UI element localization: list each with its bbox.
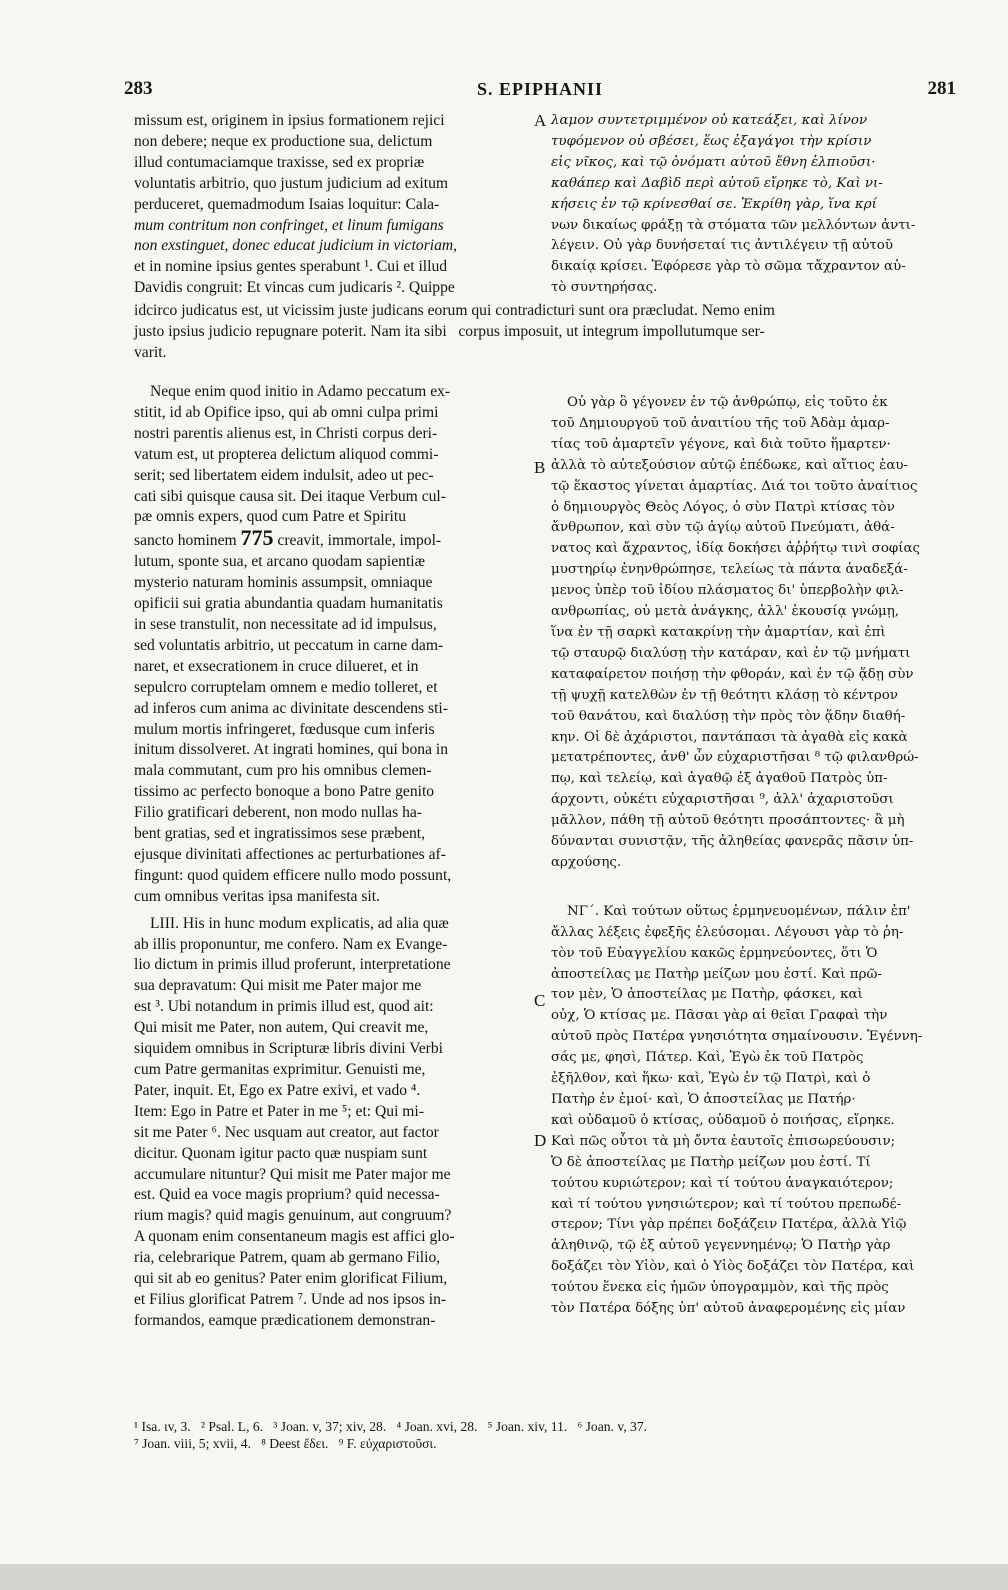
text-line: justo ipsius judicio repugnare poterit. Nam ita sibi corpus imposuit, ut integrum impollutumque ser- — [134, 323, 765, 340]
text-line: Neque enim quod initio in Adamo peccatum ex- — [150, 383, 451, 400]
text-line: initum dissolveret. At ingrati homines, qui bona in — [134, 741, 449, 759]
text-line: in sese transtulit, non necessitate ad id impulsus, — [134, 615, 437, 633]
text-line: mala commutant, cum pro his omnibus clemen- — [134, 762, 432, 780]
text-line: ab illis proponuntur, me confero. Nam ex Evange- — [134, 935, 448, 953]
text-fragment: sancto hominem — [134, 532, 241, 550]
text-line: serit; sed libertatem eidem indulsit, adeo ut pec- — [134, 466, 434, 484]
text-line: άρχοντι, οὐκέτι εὐχαριστῆσαι ⁹, ἀλλ' ἀχαριστοῦσι — [551, 792, 894, 808]
text-line: μετατρέποντες, ἀνθ' ὧν εὐχαριστῆσαι ⁸ τῷ φιλανθρώ- — [551, 750, 919, 766]
greek-main-column — [551, 393, 954, 1320]
text-line: τῇ ψυχῇ κατελθὼν ἐν τῇ θεότητι κλάσῃ τὸ κέντρον — [551, 687, 898, 703]
text-line: ἀληθινῷ, τῷ ἐξ αὐτοῦ γεγεννημένῳ; Ὁ Πατὴρ γὰρ — [551, 1238, 891, 1254]
text-line: Pater, inquit. Et, Ego ex Patre exivi, et vado ⁴. — [134, 1081, 421, 1099]
text-line: Davidis congruit: Et vincas cum judicaris ². Quippe — [134, 279, 455, 297]
text-line: τὸν τοῦ Εὐαγγελίου κακῶς ἑρμηνεύοντες, ὅτι Ὁ — [551, 945, 878, 961]
text-line: stitit, id ab Opifice ipso, qui ab omni culpa primi — [134, 403, 439, 421]
text-line: qui sit ab eo genitus? Pater enim glorificat Filium, — [134, 1270, 448, 1288]
text-line: τὸ συντηρήσας. — [551, 280, 658, 296]
section-marker-c: C — [534, 991, 546, 1010]
text-line: ria, celebrarique Patrem, quam ab germano Filio, — [134, 1249, 441, 1267]
text-line: sit me Pater ⁶. Nec usquam aut creator, aut factor — [134, 1123, 439, 1141]
text-line: εἰς νῖκος, καὶ τῷ ὀνόματι αὐτοῦ ἔθνη ἐλπιοῦσι· — [551, 154, 876, 170]
text-line: voluntatis arbitrio, quo justum judicium ad exitum — [134, 174, 449, 192]
text-line: perduceret, quemadmodum Isaias loquitur: Cala- — [134, 195, 440, 213]
text-line: accumulare nituntur? Qui misit me Pater major me — [134, 1165, 451, 1183]
text-line: mulum mortis infringeret, fœdusque cum inferis — [134, 720, 435, 738]
text-line: ἵνα ἐν τῇ σαρκὶ κατακρίνῃ τὴν ἁμαρτίαν, καὶ ἐπὶ — [551, 624, 886, 640]
text-line: sed voluntatis arbitrio, ut peccatum in carne dam- — [134, 636, 444, 654]
text-line: καταφαίρετον ποιήσῃ τὴν φθοράν, καὶ ἐν τῷ ᾅδῃ σὺν — [551, 666, 914, 682]
text-line: δικαίᾳ κρίσει. Ἐφόρεσε γὰρ τὸ σῶμα τἄχραντον αὐ- — [551, 259, 906, 275]
text-line: οὐχ, Ὁ κτίσας με. Πᾶσαι γὰρ αἱ θεῖαι Γραφαὶ τὴν — [551, 1008, 888, 1024]
text-line: λέγειν. Οὐ γὰρ δυνήσεταί τις ἀντιλέγειν τῇ αὐτοῦ — [551, 238, 893, 254]
section-marker-b: B — [534, 458, 546, 477]
page-header — [124, 78, 956, 102]
text-line: ad inferos cum anima ac divinitate descendens sti- — [134, 699, 448, 717]
text-line: mysterio naturam hominis assumpsit, omniaque — [134, 574, 433, 592]
text-line: τυφόμενον οὐ σβέσει, ἕως ἐξαγάγοι τὴν κρίσιν — [551, 133, 872, 149]
text-line: ejusque divinitati affectiones ac perturbationes af- — [134, 845, 446, 863]
text-line: ἀποστείλας με Πατὴρ μείζων μου ἐστί. Καὶ πρῶ- — [551, 966, 882, 982]
text-line: λαμον συντετριμμένον οὐ κατεάξει, καὶ λίνον — [551, 113, 868, 128]
text-line: δοξάζει τὸν Υἱὸν, καὶ ὁ Υἱὸς δοξάζει τὸν Πατέρα, καὶ — [551, 1259, 915, 1275]
text-line: πῳ, καὶ τελείῳ, καὶ ἀγαθῷ ἐξ ἀγαθοῦ Πατρὸς ὑπ- — [551, 771, 888, 787]
text-line: δύνανται συνιστᾷν, τῆς ἀληθείας φανερᾶς πᾶσιν ὑπ- — [551, 834, 914, 850]
text-line: est. Quid ea voce magis proprium? quid necessa- — [134, 1186, 440, 1204]
footnotes — [134, 1418, 954, 1452]
column-number: 775 — [240, 525, 274, 551]
text-line: cum Patre germanitas exprimitur. Genuisti me, — [134, 1061, 426, 1078]
text-line: tissimo ac perfecto bonoque a bono Patre genito — [134, 783, 435, 801]
text-line: et in nomine ipsius gentes sperabunt ¹. Cui et illud — [134, 258, 448, 276]
right-page-number: 281 — [927, 78, 956, 99]
text-line: opificii sui gratia abundantia quadam humanitatis — [134, 595, 443, 613]
text-line: ΝΓ΄. Καὶ τούτων οὕτως ἑρμηνευομένων, πάλιν ἐπ' — [567, 903, 911, 919]
text-line: Filio gratificari deberent, non modo nullas ha- — [134, 804, 422, 822]
text-line: κήσεις ἐν τῷ κρίνεσθαί σε. Ἐκρίθη γὰρ, ἵνα κρί — [551, 196, 877, 212]
text-line: naret, et exsecrationem in cruce dilueret, et in — [134, 657, 419, 675]
text-line: κην. Οἱ δὲ ἀχάριστοι, παντάπασι τὰ ἀγαθὰ εἰς κακὰ — [551, 729, 908, 745]
text-line: Item: Ego in Patre et Pater in me ⁵; et: Qui mi- — [134, 1102, 424, 1120]
text-line: τὸν Πατέρα δόξης ὑπ' αὐτοῦ ἀναφερομένης εἰς μίαν — [551, 1301, 906, 1317]
text-line: ἄλλας λέξεις ἐφεξῆς ἐλεύσομαι. Λέγουσι γὰρ τὸ ῥη- — [551, 924, 904, 940]
text-line: τον μὲν, Ὁ ἀποστείλας με Πατὴρ, φάσκει, καὶ — [551, 987, 863, 1003]
text-line: μᾶλλον, πάθη τῇ αὐτοῦ θεότητι προσάπτοντες· ἃ μὴ — [551, 813, 905, 829]
text-line: lio dictum in primis illud proferunt, interpretatione — [134, 956, 451, 974]
running-title: S. EPIPHANII — [476, 79, 604, 99]
text-line: τῷ ἕκαστος γίνεται ἁμαρτίας. Διά τοι τοῦτο ἀναίτιος — [551, 478, 918, 494]
text-line: varit. — [134, 344, 167, 361]
text-line: bent gratias, sed et ingratissimos sese præbent, — [134, 825, 426, 843]
text-line: σάς με, φησὶ, Πάτερ. Καὶ, Ἐγὼ ἐκ τοῦ Πατρὸς — [551, 1050, 864, 1066]
left-page-number: 283 — [124, 78, 153, 99]
text-line: αρχούσης. — [551, 854, 622, 870]
latin-top-column — [134, 111, 530, 299]
spanning-lines — [134, 300, 954, 363]
text-line: νατος καὶ ἄχραντος, ἰδίᾳ δοκήσει ἀῤῥήτῳ τινὶ σοφίας — [551, 541, 921, 557]
text-fragment: creavit, immortale, impol- — [273, 532, 442, 550]
text-line: τοῦ θανάτου, καὶ διαλύσῃ τὴν πρὸς τὸν ᾅδην διαθή- — [551, 708, 906, 724]
text-line-with-column-number — [134, 525, 530, 552]
text-line: ἀλλὰ τὸ αὐτεξούσιον αὐτῷ ἐπέδωκε, καὶ αἴτιος ἑαυ- — [551, 457, 909, 473]
text-line: καὶ τί τούτου γνησιώτερον; καὶ τί τούτου πρεπωδέ- — [551, 1196, 902, 1212]
text-line: mum contritum non confringet, et linum fumigans — [134, 216, 444, 234]
text-line: illud contumaciamque traxisse, sed ex propriæ — [134, 153, 425, 171]
text-line: στερον; Τίνι γὰρ πρέπει δοξάζειν Πατέρα, ἀλλὰ Υἱῷ — [551, 1217, 907, 1233]
text-line: Ὁ δὲ ἀποστείλας με Πατὴρ μείζων μου ἐστί. Τί — [551, 1154, 871, 1170]
greek-top-column — [551, 111, 954, 299]
text-line: Πατὴρ ἐν ἐμοί· καὶ, Ὁ ἀποστείλας με Πατήρ· — [551, 1092, 856, 1107]
text-line: formandos, eamque prædicationem demonstran- — [134, 1311, 436, 1329]
section-marker-a: A — [534, 111, 547, 130]
text-line: cum omnibus veritas ipsa manifesta sit. — [134, 887, 380, 905]
text-line: Οὐ γὰρ ὃ γέγονεν ἐν τῷ ἀνθρώπῳ, εἰς τοῦτο ἐκ — [567, 395, 888, 410]
text-line: sepulcro corruptelam omnem e medio tolleret, et — [134, 678, 438, 696]
text-line: non exstinguet, donec educat judicium in victoriam, — [134, 237, 458, 255]
text-line: ἄνθρωπον, καὶ σὺν τῷ ἁγίῳ αὐτοῦ Πνεύματι, ἀθά- — [551, 520, 895, 536]
text-line: καθάπερ καὶ Δαβὶδ περὶ αὐτοῦ εἴρηκε τὸ, Καὶ νι- — [551, 175, 883, 191]
text-line: νων δικαίως φράξῃ τὰ στόματα τῶν μελλόντων ἀντι- — [551, 217, 916, 233]
text-line: μενος ὑπὲρ τοῦ ἰδίου πλάσματος δι' ὑπερβολὴν φιλ- — [551, 583, 904, 599]
text-line: Qui misit me Pater, non autem, Qui creavit me, — [134, 1019, 429, 1037]
text-line: τοῦ Δημιουργοῦ τοῦ ἀναιτίου τῆς τοῦ Ἀδὰμ ἁμαρ- — [551, 415, 890, 431]
text-line: τούτου κυριώτερον; καὶ τί τούτου ἀναγκαιότερον; — [551, 1175, 894, 1191]
text-line: est ³. Ubi notandum in primis illud est, quod ait: — [134, 998, 434, 1016]
text-line: et Filius glorificat Patrem ⁷. Unde ad nos ipsos in- — [134, 1290, 447, 1308]
text-line: αὐτοῦ πρὸς Πατέρα γνησιότητα σημαίνουσιν. Ἐγέννη- — [551, 1029, 923, 1045]
text-line: LIII. His in hunc modum explicatis, ad alia quæ — [150, 914, 449, 932]
text-line: A quonam enim consentaneum magis est affici glo- — [134, 1228, 455, 1246]
text-line: vatum est, ut propterea delictum aliquod commi- — [134, 445, 439, 463]
text-line: idcirco judicatus est, ut vicissim juste judicans eorum qui contradicturi sunt ora præcludat. Nemo enim — [134, 302, 775, 319]
text-line: ἐξῆλθον, καὶ ἥκω· καὶ, Ἐγὼ ἐν τῷ Πατρὶ, καὶ ὁ — [551, 1071, 871, 1087]
latin-main-column — [134, 382, 530, 1332]
text-line: Καὶ πῶς οὗτοι τὰ μὴ ὄντα ἑαυτοῖς ἐπισωρεύουσιν; — [551, 1133, 896, 1149]
footnote-line: ¹ Isa. ιv, 3. ² Psal. L, 6. ³ Joan. v, 37; xiv, 28. ⁴ Joan. xvi, 28. ⁵ Joan. xiv, 11. ⁶ Joan. v, 37. — [134, 1419, 648, 1434]
text-line: μυστηρίῳ ἐνηνθρώπησε, τελείως τὰ πάντα ἀναδεξά- — [551, 562, 908, 578]
text-line: dicitur. Quonam igitur pacto quæ nuspiam sunt — [134, 1144, 428, 1162]
section-marker-d: D — [534, 1131, 547, 1150]
text-line: nostri parentis alienus est, in Christi corpus deri- — [134, 424, 438, 442]
text-line: τίας τοῦ ἁμαρτεῖν γέγονε, καὶ διὰ τοῦτο ἥμαρτεν· — [551, 436, 891, 452]
text-line: lutum, sponte sua, et arcano quodam sapientiæ — [134, 553, 426, 571]
text-line: non debere; neque ex productione sua, delictum — [134, 132, 433, 150]
text-line: τῷ σταυρῷ διαλύσῃ τὴν κατάραν, καὶ ἐν τῷ μνήματι — [551, 645, 911, 661]
text-line: rium magis? quid magis genuinum, aut congruum? — [134, 1207, 452, 1225]
text-line: missum est, originem in ipsius formationem rejici — [134, 112, 445, 129]
text-line: ὁ δημιουργὸς Θεὸς Λόγος, ὁ σὺν Πατρὶ κτίσας τὸν — [551, 499, 895, 515]
text-line: καὶ οὐδαμοῦ ὁ κτίσας, οὐδαμοῦ ὁ ποιήσας, εἴρηκε. — [551, 1112, 895, 1128]
text-line: τούτου ἕνεκα εἰς ἡμῶν ὑπογραμμὸν, καὶ τῆς πρὸς — [551, 1280, 889, 1296]
text-line: sua depravatum: Qui misit me Pater major me — [134, 977, 422, 995]
text-line: fingunt: quod quidem efficere nullo modo possunt, — [134, 866, 452, 884]
text-line: ανθρωπίας, οὐ μετὰ ἀνάγκης, ἀλλ' ἑκουσίᾳ γνώμῃ, — [551, 604, 900, 620]
footnote-line: ⁷ Joan. viii, 5; xvii, 4. ⁸ Deest ἔδει. ⁹ F. εὐχαριστοῦσι. — [134, 1436, 437, 1451]
text-line: siquidem omnibus in Scripturæ libris divini Verbi — [134, 1040, 443, 1058]
text-line: cati sibi quisque causa sit. Dei itaque Verbum cul- — [134, 487, 446, 505]
scan-bottom-edge — [0, 1564, 1008, 1590]
text-line: pæ omnis expers, quod cum Patre et Spiritu — [134, 508, 406, 526]
